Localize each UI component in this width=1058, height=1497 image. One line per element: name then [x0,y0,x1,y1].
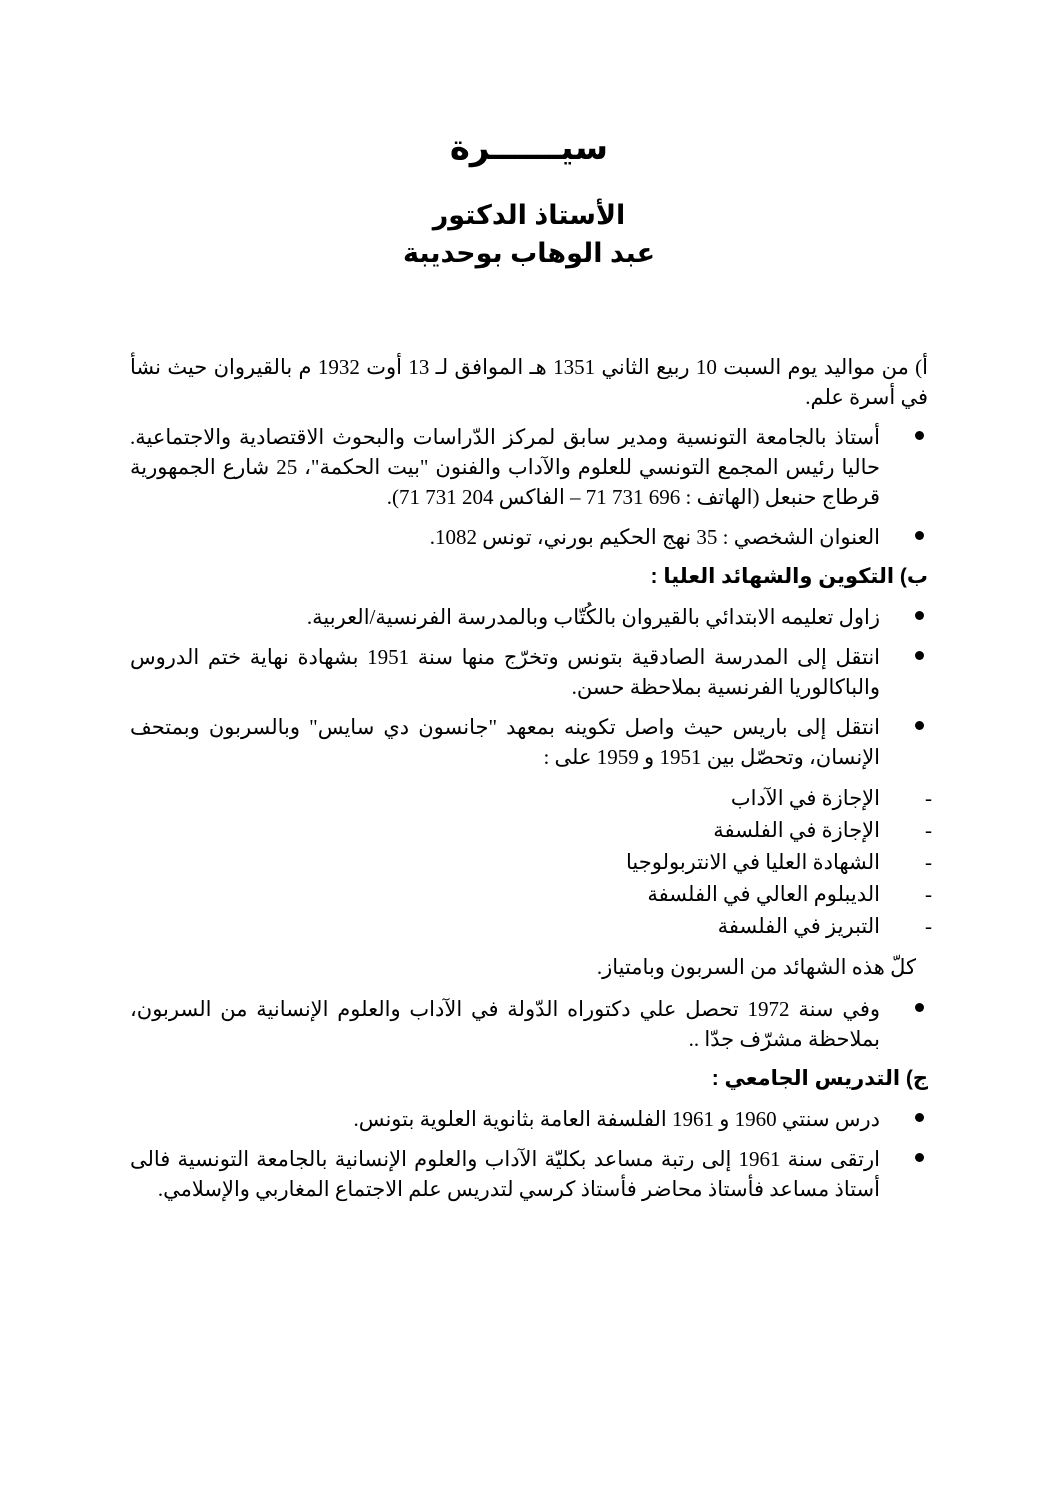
bullet-icon [915,651,924,660]
bullet-icon [915,431,924,440]
bullet-icon [915,611,924,620]
list-item [130,602,928,632]
bullet-icon [915,531,924,540]
document-body [130,352,932,1214]
list-item-text: ارتقى سنة 1961 إلى رتبة مساعد بكليّة الآداب والعلوم الإنسانية بالجامعة التونسية فالى أستاذ مساعد فأستاذ محاضر فأستاذ كرسي لتدريس علم الاجتماع المغاربي والإسلامي. [130,1147,880,1201]
list-item-text: انتقل إلى باريس حيث واصل تكوينه بمعهد "جانسون دي سايس" وبالسربون وبمتحف الإنسان، وتحصّل بين 1951 و 1959 على : [130,715,880,769]
section-a-intro: أ) من مواليد يوم السبت 10 ربيع الثاني 1351 هـ الموافق لـ 13 أوت 1932 م بالقيروان حيث نشأ في أسرة علم. [130,355,928,409]
degree-item [130,846,932,878]
dash-marker: - [925,818,932,842]
dash-marker: - [925,850,932,874]
section-b-list [130,602,928,772]
list-item [130,1144,928,1204]
dash-marker: - [925,914,932,938]
bullet-icon [915,1153,924,1162]
bullet-icon [915,721,924,730]
degree-item [130,814,932,846]
section-b-final-list [130,994,928,1054]
section-a-list [130,422,928,552]
degree-item [130,910,932,942]
dash-marker: - [925,882,932,906]
list-item-text: وفي سنة 1972 تحصل علي دكتوراه الدّولة في الآداب والعلوم الإنسانية من السربون، بملاحظة مشرّف جدّا .. [130,997,881,1051]
degree-text: الشهادة العليا في الانتربولوجيا [626,850,880,874]
list-item-text: درس سنتي 1960 و 1961 الفلسفة العامة بثانوية العلوية بتونس. [353,1107,880,1131]
degrees-list [130,782,932,942]
degree-item [130,878,932,910]
academic-title: الأستاذ الدكتور [432,200,626,230]
list-item [130,1104,928,1134]
bullet-icon [915,1113,924,1122]
list-item-text: أستاذ بالجامعة التونسية ومدير سابق لمركز الدّراسات والبحوث الاقتصادية والاجتماعية. حاليا رئيس المجمع التونسي للعلوم والآداب والفنون "بيت الحكمة"، 25 شارع الجمهورية قرطاج حنبعل (الهاتف : 696 731 71 – الفاكس 204 731 71). [130,425,880,509]
degree-text: الديبلوم العالي في الفلسفة [647,882,880,906]
dash-marker: - [925,786,932,810]
section-c-list [130,1104,928,1204]
degree-item [130,782,932,814]
person-name-heading [0,196,1058,272]
list-item [130,522,928,552]
section-b-heading: ب) التكوين والشهائد العليا : [650,565,928,588]
list-item [130,642,928,702]
bullet-icon [915,1003,924,1012]
list-item-text: العنوان الشخصي : 35 نهج الحكيم بورني، تونس 1082. [429,525,880,549]
degree-text: الإجازة في الفلسفة [713,818,880,842]
person-name: عبد الوهاب بوحديبة [402,238,656,268]
list-item [130,422,928,512]
section-c-heading: ج) التدريس الجامعي : [711,1067,928,1090]
page-title: سيــــــرة [449,129,609,167]
list-item-text: انتقل إلى المدرسة الصادقية بتونس وتخرّج منها سنة 1951 بشهادة نهاية ختم الدروس والباكالوريا الفرنسية بملاحظة حسن. [130,645,880,699]
list-item [130,712,928,772]
degree-text: التبريز في الفلسفة [717,914,880,938]
degree-text: الإجازة في الآداب [730,786,880,810]
list-item [130,994,928,1054]
degrees-note: كلّ هذه الشهائد من السربون وبامتياز. [596,955,916,979]
list-item-text: زاول تعليمه الابتدائي بالقيروان بالكُتّاب وبالمدرسة الفرنسية/العربية. [306,605,880,629]
